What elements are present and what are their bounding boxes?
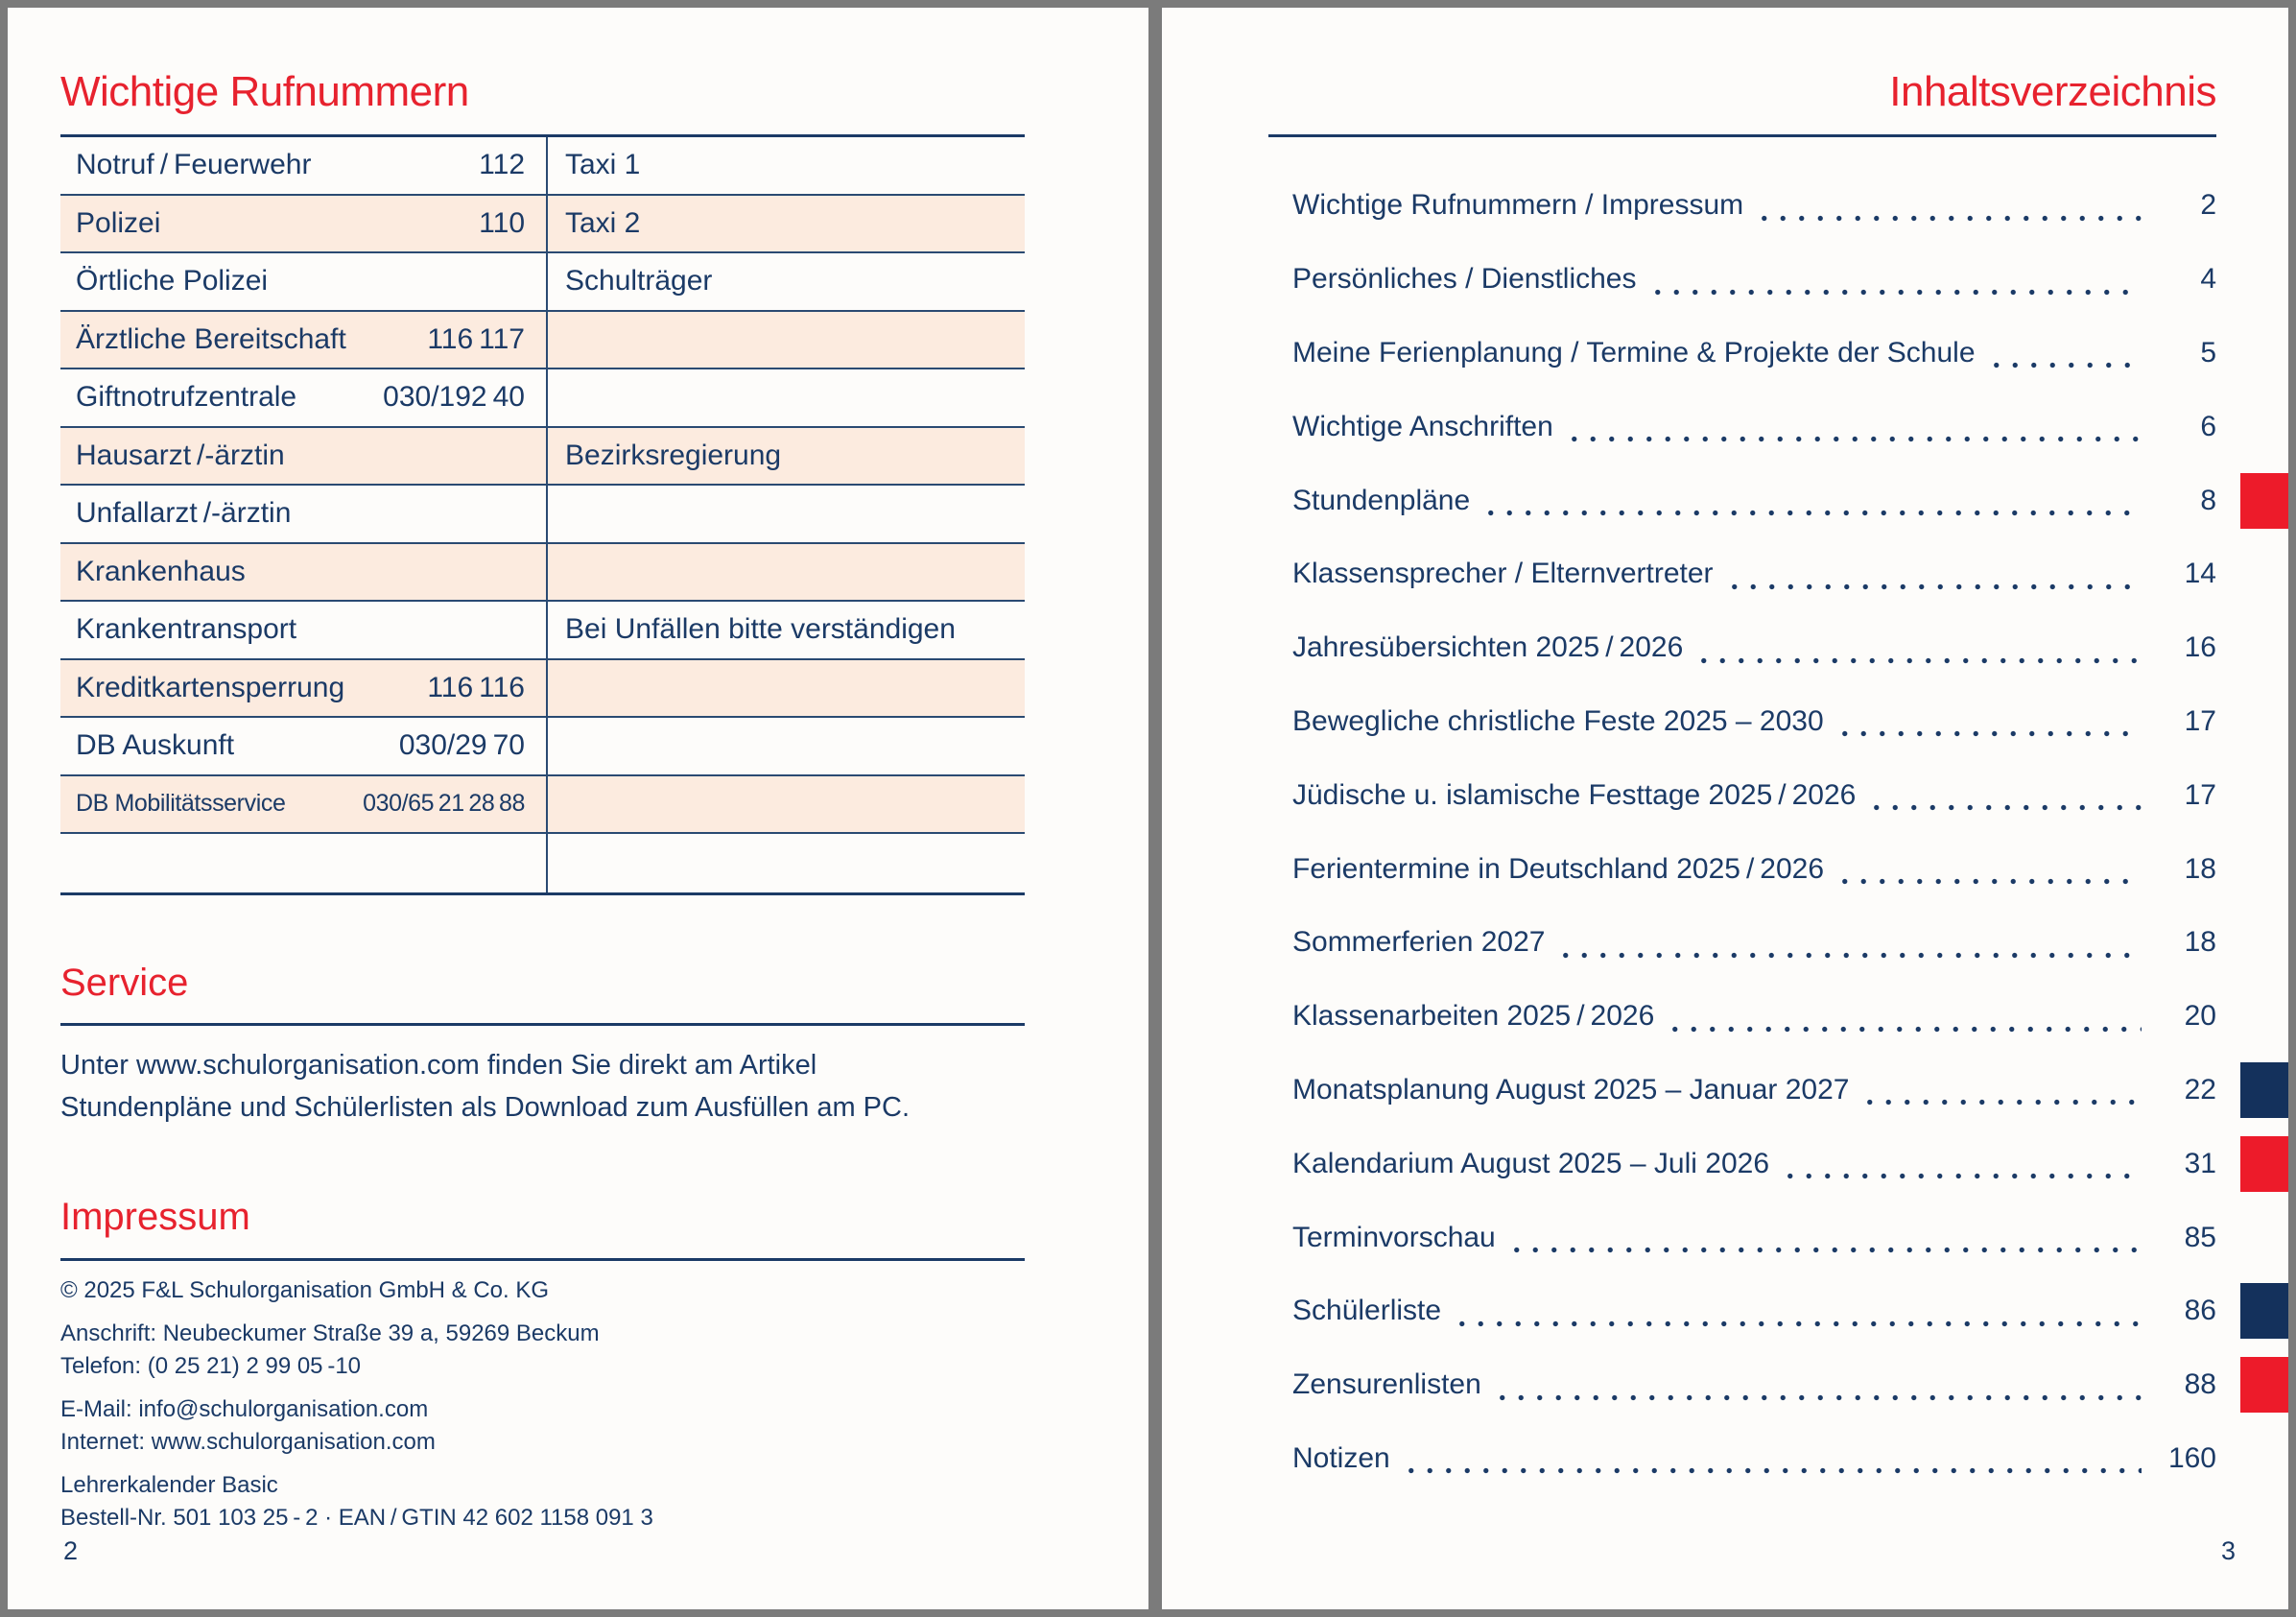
phone-entry-number: 030/29 70 xyxy=(398,729,525,762)
toc-entry xyxy=(1292,1054,2216,1128)
phone-entry-label: Örtliche Polizei xyxy=(76,265,269,297)
toc-entry-page-number: 14 xyxy=(2184,558,2216,590)
edge-tab-red xyxy=(2240,1357,2288,1413)
phone-entry-label: Unfallarzt /-ärztin xyxy=(76,497,292,530)
toc-entry-label: Schülerliste xyxy=(1292,1295,1442,1327)
phone-entry-number: 030/65 21 28 88 xyxy=(363,790,525,818)
toc-entry-label: Sommerferien 2027 xyxy=(1292,926,1546,959)
phone-entry-label: Kreditkartensperrung xyxy=(76,671,345,703)
toc-entry-label: Klassenarbeiten 2025 / 2026 xyxy=(1292,1000,1655,1033)
phone-entry-label: DB Auskunft xyxy=(76,729,235,762)
toc-entry-label: Zensurenlisten xyxy=(1292,1368,1481,1401)
phone-entry-label: Ärztliche Bereitschaft xyxy=(76,322,346,355)
toc-entry-page-number: 5 xyxy=(2200,336,2216,369)
phone-table-row xyxy=(60,602,1025,660)
phone-table-row xyxy=(60,834,1025,892)
phone-entry-label-cell xyxy=(60,718,548,774)
phone-entry-label: Krankentransport xyxy=(76,613,297,646)
page-left xyxy=(8,8,1148,1609)
phone-entry-label-cell xyxy=(60,544,548,601)
impressum-paragraph: E-Mail: info@schulorganisation.com Internet: www.schulorganisation.com xyxy=(60,1396,436,1455)
impressum-rule xyxy=(60,1258,1025,1261)
toc-entry-label: Jahresübersichten 2025 / 2026 xyxy=(1292,631,1684,664)
toc-dot-leader xyxy=(1860,1098,2142,1106)
toc-dot-leader xyxy=(1725,583,2142,591)
phone-table-row xyxy=(60,196,1025,254)
phone-entry-right-label: Bei Unfällen bitte verständigen xyxy=(565,613,956,646)
impressum-paragraph: © 2025 F&L Schulorganisation GmbH & Co. KG xyxy=(60,1277,550,1303)
phone-entry-right-label xyxy=(548,544,1025,601)
impressum-paragraph: Anschrift: Neubeckumer Straße 39 a, 59269 Beckum Telefon: (0 25 21) 2 99 05 -10 xyxy=(60,1320,600,1379)
toc-entry xyxy=(1292,317,2216,391)
toc-entry-label: Kalendarium August 2025 – Juli 2026 xyxy=(1292,1147,1770,1179)
toc-dot-leader xyxy=(1565,435,2142,443)
phone-table-row xyxy=(60,369,1025,428)
phone-table-row xyxy=(60,428,1025,487)
phone-entry-label: Notruf / Feuerwehr xyxy=(76,149,312,181)
toc-entry-label: Persönliches / Dienstliches xyxy=(1292,263,1637,296)
service-rule xyxy=(60,1023,1025,1026)
toc-entry-label: Bewegliche christliche Feste 2025 – 2030 xyxy=(1292,704,1824,737)
toc-entry xyxy=(1292,906,2216,980)
toc-entry xyxy=(1292,1348,2216,1422)
phone-entry-label-cell xyxy=(60,369,548,426)
toc-dot-leader xyxy=(1507,1246,2142,1254)
toc-entry xyxy=(1292,1422,2216,1496)
toc-entry-page-number: 31 xyxy=(2184,1147,2216,1179)
phone-entry-label: Giftnotrufzentrale xyxy=(76,381,297,414)
toc-entry xyxy=(1292,980,2216,1054)
toc-entry-page-number: 4 xyxy=(2200,263,2216,296)
phone-entry-label-cell xyxy=(60,834,548,892)
toc-entry xyxy=(1292,758,2216,832)
impressum-heading: Impressum xyxy=(60,1196,250,1238)
phone-entry-label: Hausarzt /-ärztin xyxy=(76,439,285,471)
toc-dot-leader xyxy=(1781,1172,2142,1180)
phone-entry-number: 116 116 xyxy=(427,671,525,703)
toc-entry xyxy=(1292,685,2216,759)
page-title-inhaltsverzeichnis: Inhaltsverzeichnis xyxy=(1889,68,2216,115)
toc-entry-label: Notizen xyxy=(1292,1441,1390,1474)
toc-entry-label: Wichtige Rufnummern / Impressum xyxy=(1292,189,1744,222)
toc-entry-page-number: 85 xyxy=(2184,1221,2216,1253)
toc-entry-label: Klassensprecher / Elternvertreter xyxy=(1292,558,1714,590)
toc-dot-leader xyxy=(1648,288,2142,297)
table-of-contents xyxy=(1292,169,2216,1495)
impressum-text xyxy=(60,1274,1039,1545)
impressum-paragraph: Lehrerkalender Basic Bestell-Nr. 501 103 25 - 2 · EAN / GTIN 42 602 1158 091 3 xyxy=(60,1472,653,1531)
service-heading: Service xyxy=(60,962,189,1004)
phone-entry-label-cell xyxy=(60,312,548,369)
phone-entry-label-cell xyxy=(60,428,548,485)
toc-entry xyxy=(1292,1201,2216,1274)
edge-tab-navy xyxy=(2240,1062,2288,1118)
toc-entry-label: Terminvorschau xyxy=(1292,1221,1496,1253)
page-number-left: 2 xyxy=(63,1536,79,1565)
service-text xyxy=(60,1044,1039,1129)
phone-table-row xyxy=(60,253,1025,312)
toc-entry-page-number: 160 xyxy=(2167,1441,2216,1474)
toc-entry-page-number: 22 xyxy=(2184,1073,2216,1106)
phone-table-row xyxy=(60,718,1025,776)
phone-entry-right-label: Bezirksregierung xyxy=(565,439,782,471)
toc-dot-leader xyxy=(1694,656,2142,665)
toc-entry xyxy=(1292,243,2216,317)
toc-dot-leader xyxy=(1453,1320,2142,1328)
toc-dot-leader xyxy=(1556,951,2142,960)
phone-entry-label-cell xyxy=(60,660,548,717)
toc-entry-label: Meine Ferienplanung / Termine & Projekte der Schule xyxy=(1292,336,1976,369)
phone-table-row xyxy=(60,776,1025,835)
toc-dot-leader xyxy=(1755,214,2142,223)
phone-table-row xyxy=(60,660,1025,719)
toc-entry xyxy=(1292,464,2216,537)
phone-entry-label-cell xyxy=(60,776,548,833)
toc-entry-page-number: 8 xyxy=(2200,484,2216,516)
toc-dot-leader xyxy=(1493,1393,2142,1402)
toc-dot-leader xyxy=(1867,803,2142,812)
phone-table-row xyxy=(60,544,1025,603)
phone-entry-right-label xyxy=(548,369,1025,426)
phone-entry-label: Krankenhaus xyxy=(76,555,246,587)
toc-entry-label: Stundenpläne xyxy=(1292,484,1471,516)
service-text-line2: Stundenpläne und Schülerlisten als Download zum Ausfüllen am PC. xyxy=(60,1092,911,1123)
toc-entry xyxy=(1292,1274,2216,1348)
toc-entry-page-number: 86 xyxy=(2184,1295,2216,1327)
phone-entry-right-label xyxy=(548,312,1025,369)
toc-dot-leader xyxy=(1835,729,2142,738)
phone-entry-number: 116 117 xyxy=(427,322,525,355)
toc-entry xyxy=(1292,390,2216,464)
phone-entry-number: 030/192 40 xyxy=(383,381,525,414)
toc-entry xyxy=(1292,1127,2216,1201)
toc-entry-label: Monatsplanung August 2025 – Januar 2027 xyxy=(1292,1073,1850,1106)
phone-entry-label: DB Mobilitätsservice xyxy=(76,790,286,818)
service-text-line1: Unter www.schulorganisation.com finden Sie direkt am Artikel xyxy=(60,1050,817,1081)
phone-table-row xyxy=(60,137,1025,196)
phone-entry-label: Polizei xyxy=(76,206,161,239)
toc-dot-leader xyxy=(1481,509,2142,517)
toc-entry-page-number: 18 xyxy=(2184,852,2216,885)
edge-tab-red xyxy=(2240,1136,2288,1192)
phone-entry-right-label: Taxi 2 xyxy=(565,206,641,239)
toc-entry-label: Ferientermine in Deutschland 2025 / 2026 xyxy=(1292,852,1825,885)
phone-entry-label-cell xyxy=(60,137,548,194)
phone-table-row xyxy=(60,312,1025,370)
phone-entry-right-label xyxy=(548,660,1025,717)
phone-entry-right-label xyxy=(548,486,1025,542)
page-title-rufnummern: Wichtige Rufnummern xyxy=(60,68,469,115)
phone-table-row xyxy=(60,486,1025,544)
toc-entry-label: Jüdische u. islamische Festtage 2025 / 2026 xyxy=(1292,778,1857,811)
phone-entry-right-label xyxy=(548,776,1025,833)
toc-dot-leader xyxy=(1835,877,2142,886)
edge-tab-navy xyxy=(2240,1283,2288,1339)
toc-entry-page-number: 88 xyxy=(2184,1368,2216,1401)
phone-entry-label-cell xyxy=(60,196,548,252)
toc-entry-page-number: 2 xyxy=(2200,189,2216,222)
phone-entry-label-cell xyxy=(60,486,548,542)
toc-dot-leader xyxy=(1666,1025,2142,1034)
phone-entry-right-label xyxy=(548,718,1025,774)
toc-entry xyxy=(1292,537,2216,611)
phone-entry-label-cell xyxy=(60,253,548,310)
toc-entry-page-number: 20 xyxy=(2184,1000,2216,1033)
toc-dot-leader xyxy=(1987,361,2142,369)
toc-entry-label: Wichtige Anschriften xyxy=(1292,410,1553,442)
toc-entry-page-number: 18 xyxy=(2184,926,2216,959)
toc-entry-page-number: 16 xyxy=(2184,631,2216,664)
phone-entry-right-label xyxy=(548,834,1025,892)
phone-entry-right-label: Schulträger xyxy=(565,265,713,297)
edge-tab-red xyxy=(2240,473,2288,529)
phone-entry-number: 110 xyxy=(479,206,525,239)
toc-rule xyxy=(1268,134,2216,137)
toc-entry xyxy=(1292,169,2216,243)
page-number-right: 3 xyxy=(2220,1536,2236,1565)
page-right xyxy=(1162,8,2288,1609)
phone-entry-right-label: Taxi 1 xyxy=(565,149,641,181)
toc-dot-leader xyxy=(1402,1466,2142,1475)
toc-entry-page-number: 6 xyxy=(2200,410,2216,442)
toc-entry-page-number: 17 xyxy=(2184,778,2216,811)
phone-entry-number: 112 xyxy=(479,149,525,181)
phone-entry-label-cell xyxy=(60,602,548,658)
toc-entry-page-number: 17 xyxy=(2184,704,2216,737)
toc-entry xyxy=(1292,832,2216,906)
toc-entry xyxy=(1292,611,2216,685)
phone-table xyxy=(60,134,1025,895)
